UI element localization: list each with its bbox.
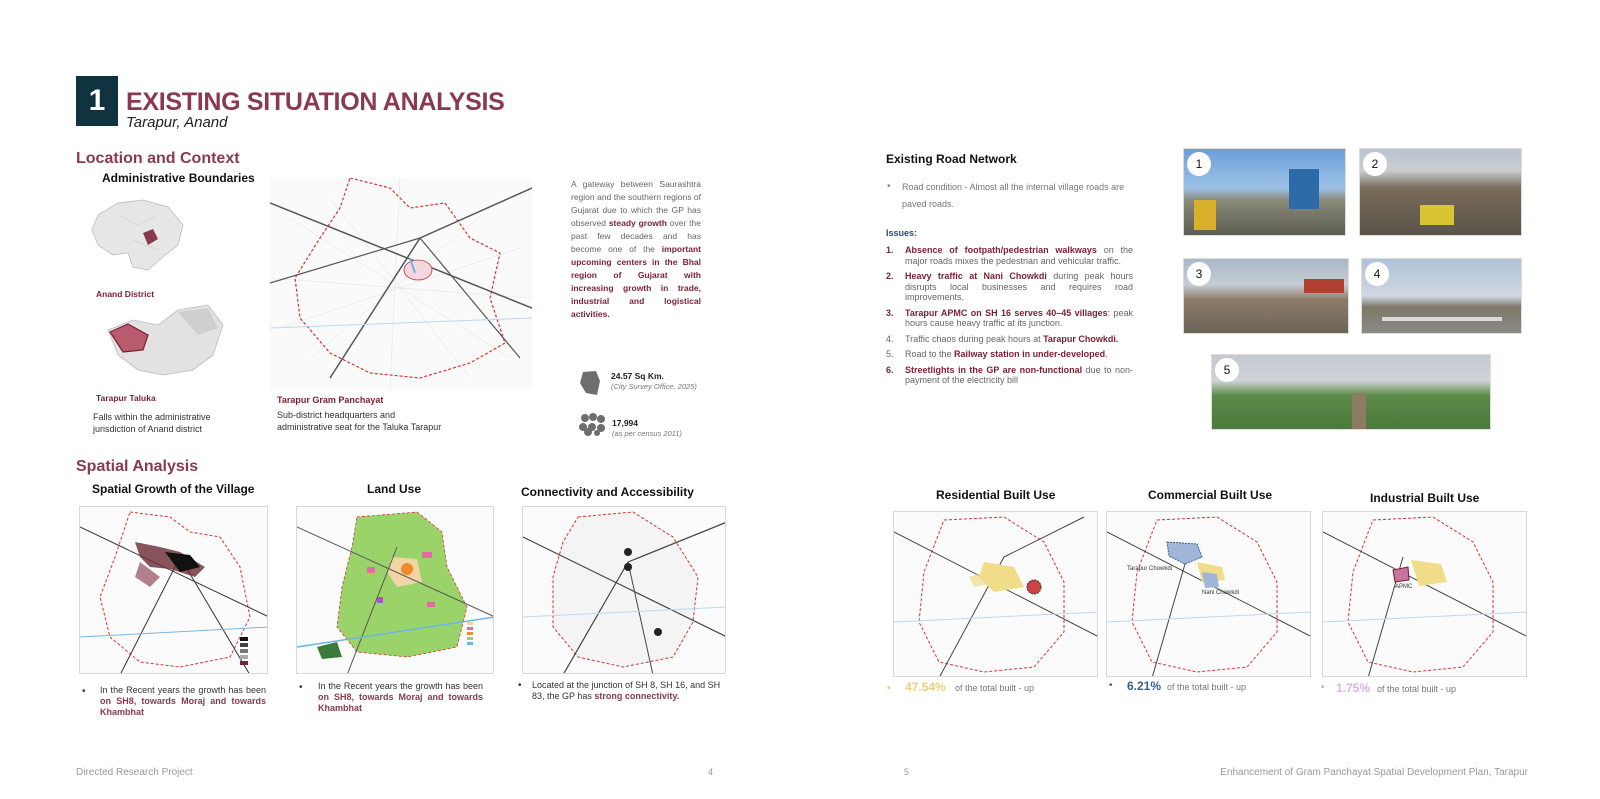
- issue-bold: Tarapur Chowkdi.: [1043, 333, 1119, 344]
- page-subtitle: Tarapur, Anand: [126, 114, 228, 131]
- issue-bold: Tarapur APMC on SH 16 serves 40–45 villages: [905, 307, 1108, 318]
- road-photo-3: [1183, 258, 1349, 334]
- issue-number: 3.: [886, 307, 894, 318]
- footer-right: Enhancement of Gram Panchayat Spatial Development Plan, Tarapur: [1220, 767, 1528, 778]
- spatial-growth-title: Spatial Growth of the Village: [92, 482, 255, 496]
- issue-item: [886, 245, 1133, 266]
- photo-number: 3: [1187, 262, 1211, 286]
- para-text-2: over the past few decades and has become one of the: [571, 218, 701, 254]
- road-photo-2: [1359, 148, 1522, 236]
- commercial-map: [1106, 511, 1311, 677]
- area-icon: [578, 369, 602, 397]
- residential-title: Residential Built Use: [936, 488, 1056, 502]
- bullet-icon: •: [1109, 680, 1113, 691]
- industrial-pct: 1.75%: [1336, 681, 1371, 695]
- issue-bold: Streetlights in the GP are non-functional: [905, 364, 1083, 375]
- bullet-icon: •: [1321, 682, 1325, 693]
- para-text-1: A gateway between Saurashtra region and the southern regions of Gujarat due to which the GP has observed: [571, 179, 701, 228]
- industrial-map: [1322, 511, 1527, 677]
- page-number-right: 5: [904, 767, 910, 777]
- tarapur-chowkdi-label: Tarapur Chowkdi: [1127, 566, 1173, 572]
- tarapur-taluka-label: Tarapur Taluka: [96, 393, 156, 403]
- connectivity-bullet-text: Located at the junction of SH 8, SH 16, and SH 83, the GP has: [532, 680, 721, 701]
- issue-number: 5.: [886, 349, 894, 359]
- issue-item: [886, 271, 1133, 303]
- commercial-title: Commercial Built Use: [1148, 488, 1273, 502]
- commercial-suffix: of the total built - up: [1167, 682, 1247, 692]
- land-use-legend: [467, 622, 473, 645]
- spatial-growth-map: [79, 506, 268, 674]
- residential-suffix: of the total built - up: [955, 683, 1035, 693]
- para-bold-2: important upcoming centers in the Bhal region of Gujarat with increasing growth in trade, industrial and logistical activities.: [571, 244, 701, 319]
- road-photo-5: [1211, 354, 1491, 430]
- issue-text: .: [1105, 349, 1108, 359]
- bullet-icon: •: [887, 181, 891, 192]
- spatial-heading: Spatial Analysis: [76, 458, 199, 475]
- road-photo-4: [1361, 258, 1522, 334]
- issue-item: [886, 308, 1133, 329]
- photo-number: 2: [1363, 152, 1387, 176]
- photo-number: 5: [1215, 358, 1239, 382]
- connectivity-title: Connectivity and Accessibility: [521, 485, 694, 499]
- location-heading: Location and Context: [76, 150, 240, 167]
- land-use-bullet-bold: on SH8, towards Moraj and towards Khambhat: [318, 692, 483, 713]
- issue-bold: Railway station in under-developed: [954, 349, 1106, 359]
- para-bold-1: steady growth: [608, 218, 667, 228]
- industrial-title: Industrial Built Use: [1370, 491, 1480, 505]
- nani-chowkdi-label: Nani Chowkdi: [1202, 590, 1240, 596]
- issue-text: : peak hours cause heavy traffic at its junction.: [905, 307, 1133, 328]
- location-description: [571, 178, 701, 321]
- land-use-title: Land Use: [367, 482, 422, 496]
- land-use-bullet: [318, 681, 483, 714]
- bullet-icon: •: [82, 686, 86, 697]
- gp-desc-1: Sub-district headquarters and: [277, 410, 396, 420]
- residential-map: [893, 511, 1098, 677]
- admin-boundaries-heading: Administrative Boundaries: [102, 171, 255, 185]
- growth-bullet-text: In the Recent years the growth has been: [100, 685, 266, 695]
- gram-panchayat-map: [270, 178, 532, 390]
- growth-bullet-bold: on SH8, towards Moraj and towards Khambhat: [100, 696, 266, 717]
- taluka-desc-1: Falls within the administrative: [93, 412, 211, 422]
- issue-number: 1.: [886, 245, 894, 255]
- gp-label: Tarapur Gram Panchayat: [277, 395, 384, 405]
- issue-text-pre: Road to the: [905, 349, 955, 359]
- growth-bullet: [100, 685, 266, 718]
- area-value: 24.57 Sq Km.: [611, 371, 664, 381]
- issue-text: due to non-payment of the electricity bill: [905, 364, 1133, 385]
- industrial-suffix: of the total built - up: [1377, 684, 1457, 694]
- bullet-icon: •: [518, 680, 522, 691]
- population-source: (as per census 2011): [612, 429, 682, 438]
- issue-text: during peak hours disrupts local businesses and requires road improvements.: [905, 271, 1133, 302]
- land-use-bullet-text: In the Recent years the growth has been: [318, 681, 483, 691]
- photo-number: 1: [1187, 152, 1211, 176]
- issue-number: 2.: [886, 271, 894, 281]
- page-number-left: 4: [708, 767, 714, 777]
- issues-heading: Issues:: [886, 228, 918, 238]
- bullet-icon: •: [887, 683, 891, 694]
- connectivity-bullet-bold: strong connectivity.: [594, 691, 680, 701]
- issue-bold: Absence of footpath/pedestrian walkways: [905, 245, 1097, 255]
- page-title: EXISTING SITUATION ANALYSIS: [126, 88, 505, 116]
- taluka-desc-2: jurisdiction of Anand district: [93, 424, 203, 434]
- issue-bold: Heavy traffic at Nani Chowkdi: [905, 271, 1047, 281]
- population-icon: [577, 412, 607, 436]
- road-network-heading: Existing Road Network: [886, 152, 1017, 166]
- issue-text: on the major roads mixes the pedestrian and vehicular traffic.: [905, 245, 1133, 266]
- commercial-pct: 6.21%: [1127, 679, 1162, 693]
- road-photo-1: [1183, 148, 1346, 236]
- apmc-label: APMC: [1395, 584, 1413, 590]
- bullet-icon: •: [299, 682, 303, 693]
- connectivity-bullet: [532, 680, 724, 702]
- residential-pct: 47.54%: [905, 680, 946, 694]
- section-number: 1: [76, 76, 118, 126]
- footer-left: Directed Research Project: [76, 767, 193, 778]
- road-condition: Road condition - Almost all the internal village roads are paved roads.: [902, 182, 1125, 209]
- issue-item: [886, 365, 1133, 386]
- issues-list: [886, 245, 1133, 386]
- anand-district-map: [98, 300, 228, 380]
- issue-number: 6.: [886, 364, 894, 375]
- issue-item: [886, 334, 1133, 345]
- area-source: (City Survey Office, 2025): [611, 382, 697, 391]
- photo-number: 4: [1365, 262, 1389, 286]
- gp-desc-2: administrative seat for the Taluka Tarapur: [277, 422, 442, 432]
- issue-text-pre: Traffic chaos during peak hours at: [905, 333, 1044, 344]
- issue-item: [886, 349, 1133, 360]
- land-use-map: [296, 506, 494, 674]
- gujarat-map: [88, 195, 188, 275]
- anand-district-label: Anand District: [96, 289, 155, 299]
- issue-number: 4.: [886, 333, 894, 344]
- connectivity-map: [522, 506, 726, 674]
- population-value: 17,994: [612, 418, 638, 428]
